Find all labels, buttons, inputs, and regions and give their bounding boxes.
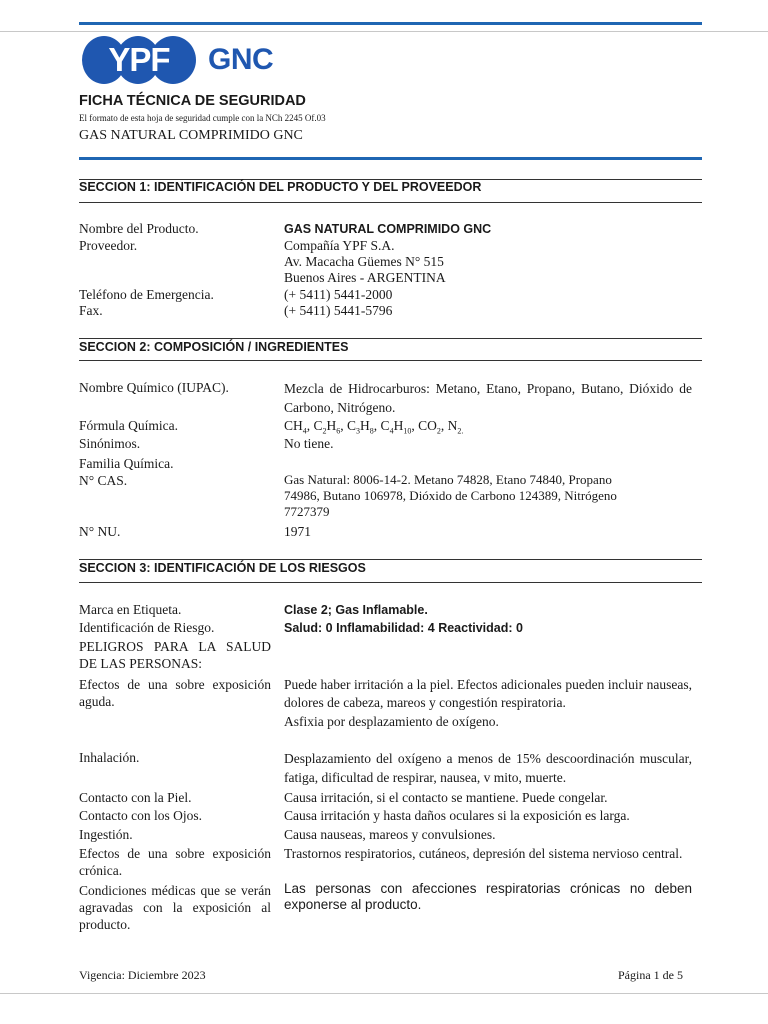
s3-condiciones-value: Las personas con afecciones respiratorias crónicas no deben exponerse al producto. (284, 881, 692, 912)
s3-riesgo-label: Identificación de Riesgo. (79, 620, 215, 635)
top-edge-line (0, 31, 768, 32)
s3-riesgo-value: Salud: 0 Inflamabilidad: 4 Reactividad: 0 (284, 621, 523, 635)
logo-sub: GNC (208, 43, 274, 76)
document-format-note: El formato de esta hoja de seguridad cumple con la NCh 2245 Of.03 (79, 113, 326, 123)
top-blue-rule (79, 22, 702, 25)
s1-proveedor-line2: Av. Macacha Güemes N° 515 (284, 254, 444, 269)
footer-vigencia: Vigencia: Diciembre 2023 (79, 968, 206, 982)
s1-proveedor-line1: Compañía YPF S.A. (284, 238, 395, 253)
s3-marca-label: Marca en Etiqueta. (79, 602, 182, 617)
s2-sinonimos-value: No tiene. (284, 436, 334, 451)
s3-cronica-label: Efectos de una sobre exposición crónica. (79, 846, 271, 878)
s3-ojos-value: Causa irritación y hasta daños oculares si la exposición es larga. (284, 808, 630, 823)
s2-sinonimos-label: Sinónimos. (79, 436, 141, 451)
s2-familia-label: Familia Química. (79, 456, 174, 471)
s2-cas-value: Gas Natural: 8006-14-2. Metano 74828, Etano 74840, Propano 74986, Butano 106978, Dióxido de Carbono 124389, Nitrógeno 7727379 (284, 472, 617, 519)
s1-telefono-value: (+ 5411) 5441-2000 (284, 287, 393, 302)
header-blue-rule (79, 157, 702, 160)
s3-aguda-value2: Asfixia por desplazamiento de oxígeno. (284, 714, 499, 729)
s3-aguda-label: Efectos de una sobre exposición aguda. (79, 677, 271, 709)
s2-nu-label: N° NU. (79, 524, 121, 539)
s1-fax-value: (+ 5411) 5441-5796 (284, 303, 393, 318)
s3-ingestion-value: Causa nauseas, mareos y convulsiones. (284, 827, 496, 842)
s2-nu-value: 1971 (284, 524, 311, 539)
ypf-logo-mark (82, 36, 196, 84)
s1-proveedor-line3: Buenos Aires - ARGENTINA (284, 270, 446, 285)
section-1-heading: SECCION 1: IDENTIFICACIÓN DEL PRODUCTO Y DEL PROVEEDOR (79, 179, 702, 203)
s3-marca-value: Clase 2; Gas Inflamable. (284, 603, 428, 617)
footer-page-number: Página 1 de 5 (618, 968, 683, 982)
ypf-gnc-logo (82, 36, 273, 84)
s2-formula-label: Fórmula Química. (79, 418, 178, 433)
section-2-heading: SECCION 2: COMPOSICIÓN / INGREDIENTES (79, 338, 702, 361)
s2-cas-label: N° CAS. (79, 473, 128, 488)
s2-nombre-quimico-label: Nombre Químico (IUPAC). (79, 380, 229, 395)
section-3-heading: SECCION 3: IDENTIFICACIÓN DE LOS RIESGOS (79, 559, 702, 583)
s1-nombre-label: Nombre del Producto. (79, 221, 199, 236)
s3-piel-label: Contacto con la Piel. (79, 790, 192, 805)
s3-ojos-label: Contacto con los Ojos. (79, 808, 202, 823)
s1-nombre-value: GAS NATURAL COMPRIMIDO GNC (284, 222, 492, 236)
document-title: FICHA TÉCNICA DE SEGURIDAD (79, 93, 306, 109)
bottom-edge-line (0, 993, 768, 994)
s3-peligros-label: PELIGROS PARA LA SALUD DE LAS PERSONAS: (79, 639, 271, 671)
s3-piel-value: Causa irritación, si el contacto se mantiene. Puede congelar. (284, 790, 608, 805)
s3-condiciones-label: Condiciones médicas que se verán agravadas con la exposición al producto. (79, 883, 271, 932)
document-product-name: GAS NATURAL COMPRIMIDO GNC (79, 128, 303, 143)
s3-aguda-value1: Puede haber irritación a la piel. Efectos adicionales pueden incluir nauseas, dolores de cabeza, mareos y congestión respiratoria. (284, 677, 692, 710)
s3-ingestion-label: Ingestión. (79, 827, 133, 842)
s3-cronica-value: Trastornos respiratorios, cutáneos, depresión del sistema nervioso central. (284, 846, 683, 861)
s1-telefono-label: Teléfono de Emergencia. (79, 287, 214, 302)
s1-fax-label: Fax. (79, 303, 103, 318)
s1-proveedor-label: Proveedor. (79, 238, 138, 253)
s2-formula-value: $CH_4$, $C_2H_6$, $C_3H_8$, $C_4H_{10}$, $CO_2$, $N_{2.}$ (284, 418, 464, 436)
s2-nombre-quimico-value: Mezcla de Hidrocarburos: Metano, Etano, Propano, Butano, Dióxido de Carbono, Nitrógeno. (284, 381, 692, 415)
logo-brand: YPF (108, 41, 170, 78)
s3-inhalacion-label: Inhalación. (79, 750, 140, 765)
s3-inhalacion-value: Desplazamiento del oxígeno a menos de 15% descoordinación muscular, fatiga, dificultad de respirar, nausea, v mito, muerte. (284, 751, 692, 785)
